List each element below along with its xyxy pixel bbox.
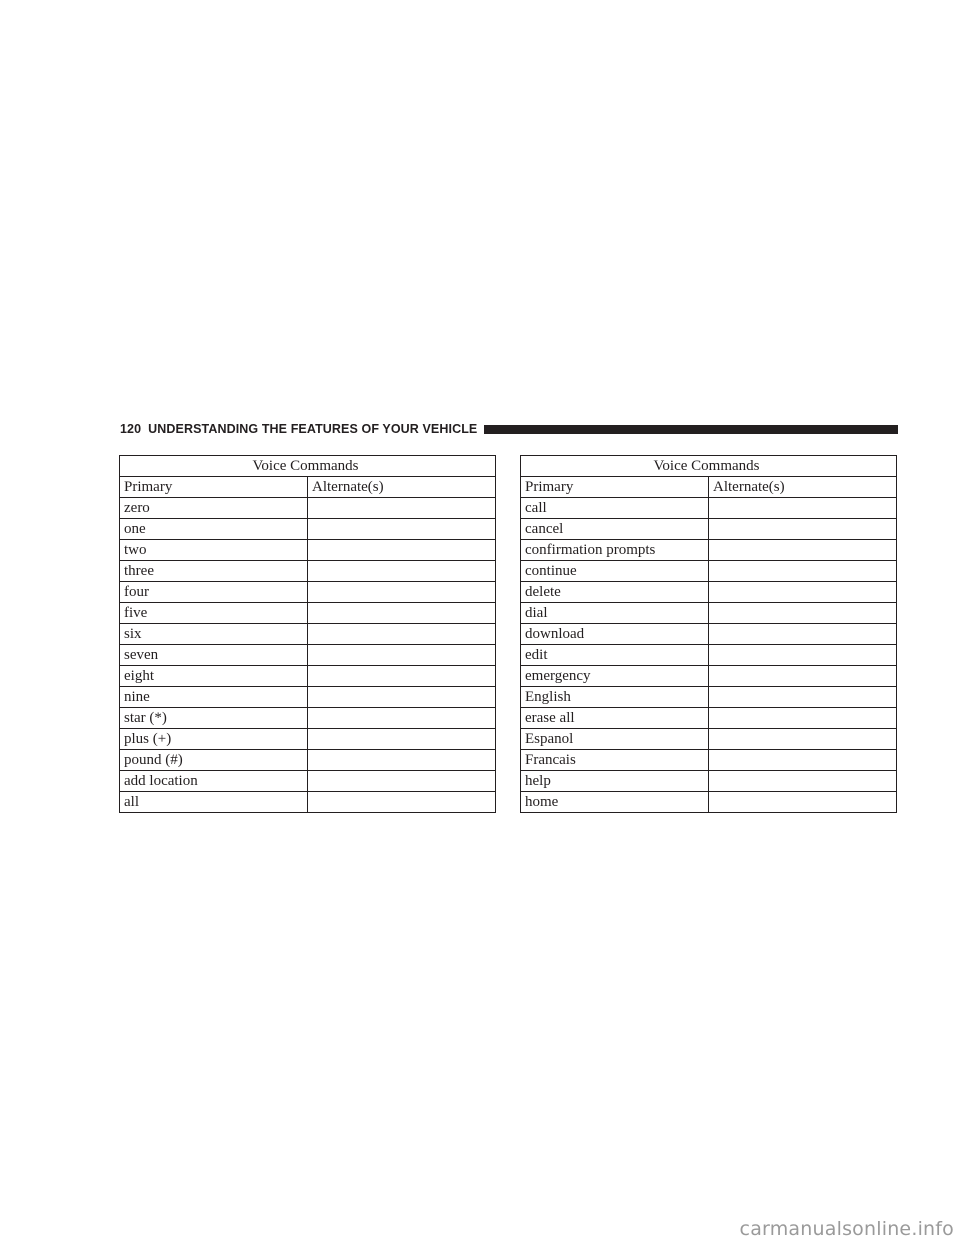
table-row (120, 708, 496, 729)
table-row (521, 729, 897, 750)
column-header-primary: Primary (120, 477, 308, 498)
primary-command: erase all (521, 708, 709, 729)
table-row (120, 687, 496, 708)
alternate-command (709, 792, 897, 813)
table-row (521, 645, 897, 666)
alternate-command (709, 603, 897, 624)
alternate-command (709, 645, 897, 666)
alternate-command (308, 582, 496, 603)
primary-command: seven (120, 645, 308, 666)
primary-command: Espanol (521, 729, 709, 750)
primary-command: continue (521, 561, 709, 582)
column-header-alternate: Alternate(s) (709, 477, 897, 498)
primary-command: all (120, 792, 308, 813)
alternate-command (308, 519, 496, 540)
table-row (120, 540, 496, 561)
primary-command: download (521, 624, 709, 645)
page-header (120, 419, 898, 439)
table-row (120, 645, 496, 666)
table-title: Voice Commands (521, 456, 897, 477)
alternate-command (308, 666, 496, 687)
header-text (120, 422, 477, 436)
table-row (521, 519, 897, 540)
alternate-command (308, 624, 496, 645)
table-row (521, 603, 897, 624)
alternate-command (308, 645, 496, 666)
alternate-command (709, 729, 897, 750)
table-row (521, 792, 897, 813)
table-row (521, 498, 897, 519)
column-header-primary: Primary (521, 477, 709, 498)
primary-command: delete (521, 582, 709, 603)
table-row (521, 708, 897, 729)
table-row (120, 729, 496, 750)
table-row (120, 792, 496, 813)
header-rule (484, 425, 898, 434)
table-row (120, 624, 496, 645)
alternate-command (709, 519, 897, 540)
primary-command: star (*) (120, 708, 308, 729)
primary-command: three (120, 561, 308, 582)
table-row (521, 540, 897, 561)
primary-command: call (521, 498, 709, 519)
alternate-command (308, 603, 496, 624)
table-title: Voice Commands (120, 456, 496, 477)
table-row (120, 519, 496, 540)
primary-command: Francais (521, 750, 709, 771)
alternate-command (308, 561, 496, 582)
alternate-command (709, 771, 897, 792)
primary-command: confirmation prompts (521, 540, 709, 561)
table-row (120, 666, 496, 687)
alternate-command (308, 792, 496, 813)
page-number: 120 (120, 422, 142, 436)
table-row (120, 603, 496, 624)
primary-command: eight (120, 666, 308, 687)
alternate-command (308, 687, 496, 708)
primary-command: five (120, 603, 308, 624)
table-row (521, 771, 897, 792)
alternate-command (709, 582, 897, 603)
alternate-command (308, 771, 496, 792)
primary-command: cancel (521, 519, 709, 540)
primary-command: zero (120, 498, 308, 519)
alternate-command (709, 708, 897, 729)
section-title: UNDERSTANDING THE FEATURES OF YOUR VEHICLE (148, 422, 478, 436)
table-row (120, 750, 496, 771)
primary-command: home (521, 792, 709, 813)
table-row (521, 624, 897, 645)
primary-command: add location (120, 771, 308, 792)
alternate-command (709, 687, 897, 708)
primary-command: emergency (521, 666, 709, 687)
alternate-command (709, 498, 897, 519)
alternate-command (709, 561, 897, 582)
primary-command: six (120, 624, 308, 645)
alternate-command (308, 708, 496, 729)
primary-command: nine (120, 687, 308, 708)
watermark: carmanualsonline.info (739, 1218, 954, 1240)
table-row (521, 582, 897, 603)
table-row (521, 561, 897, 582)
primary-command: two (120, 540, 308, 561)
primary-command: one (120, 519, 308, 540)
table-row (120, 561, 496, 582)
table-body-right (521, 498, 897, 813)
alternate-command (308, 750, 496, 771)
primary-command: help (521, 771, 709, 792)
alternate-command (308, 540, 496, 561)
table-row (521, 666, 897, 687)
alternate-command (709, 750, 897, 771)
voice-commands-table-left (119, 455, 496, 813)
table-row (120, 582, 496, 603)
column-header-alternate: Alternate(s) (308, 477, 496, 498)
voice-commands-table-right (520, 455, 897, 813)
table-row (120, 498, 496, 519)
alternate-command (308, 729, 496, 750)
primary-command: edit (521, 645, 709, 666)
primary-command: plus (+) (120, 729, 308, 750)
alternate-command (709, 624, 897, 645)
alternate-command (709, 666, 897, 687)
table-row (521, 750, 897, 771)
alternate-command (308, 498, 496, 519)
primary-command: four (120, 582, 308, 603)
table-row (521, 687, 897, 708)
primary-command: dial (521, 603, 709, 624)
alternate-command (709, 540, 897, 561)
table-body-left (120, 498, 496, 813)
primary-command: English (521, 687, 709, 708)
primary-command: pound (#) (120, 750, 308, 771)
table-row (120, 771, 496, 792)
